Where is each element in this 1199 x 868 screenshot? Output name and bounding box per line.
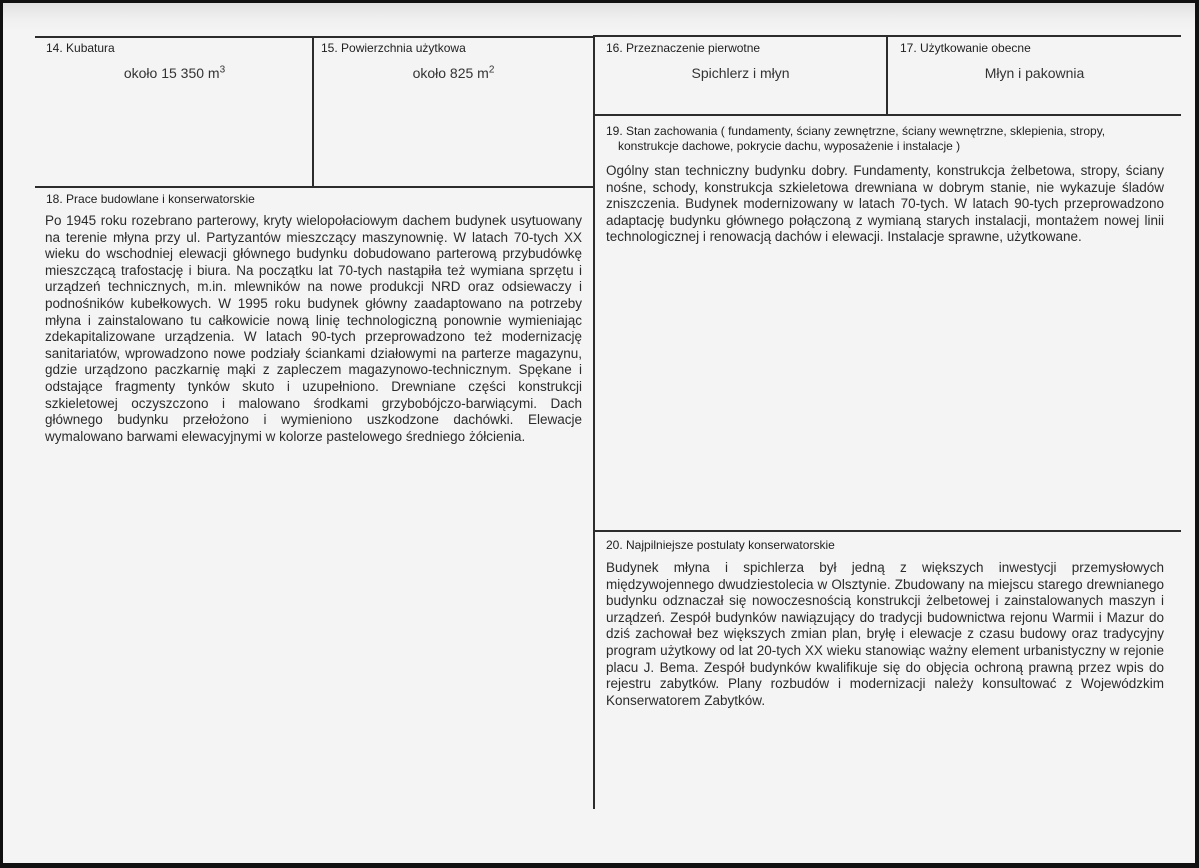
stan-title-line1: 19. Stan zachowania ( fundamenty, ściany zewnętrzne, ściany wewnętrzne, sklepienia, stropy, bbox=[606, 124, 1106, 138]
cell-prace-title: 18. Prace budowlane i konserwatorskie bbox=[46, 192, 255, 206]
rule-v-left-a bbox=[312, 37, 314, 187]
cell-postulaty-text: Budynek młyna i spichlerza był jedną z większych inwestycji przemysłowych międzywojennego dwudziestolecia w Olsztynie. Zbudowany na miejscu starego drewnianego budynku odznaczał się nowoczesnością konstrukcji żelbetowej i zainstalowanych maszyn i urządzeń. Zespół budynków nawiązujący do tradycji budownictwa rejonu Warmii i Mazur do dziś zachował bez większych zmian plan, bryłę i elewacje z czasu budowy oraz tradycyjny program użytkowy od lat 20-tych XX wieku stanowiąc ważny element urbanistyczny w rejonie placu J. Bema. Zespół budynków kwalifikuje się do objęcia ochroną prawną przez wpis do rejestru zabytków. Plany rozbudów i modernizacji należy konsultować z Wojewódzkim Konserwatorem Zabytków. bbox=[606, 560, 1164, 708]
rule-v-center bbox=[593, 37, 595, 809]
scan-top-shading bbox=[3, 3, 1195, 31]
cell-kubatura-value bbox=[37, 65, 312, 81]
cell-stan-text: Ogólny stan techniczny budynku dobry. Fundamenty, konstrukcja żelbetowa, stropy, ściany nośne, schody, konstrukcja szkieletowa drewniana w dobrym stanie, nie wykazuje śladów zniszczenia. Budynek modernizowany w latach 70-tych. W latach 90-tych przeprowadzono adaptację budynku głównego połączoną z wymianą starych instalacji, montażem nowej linii technologicznej i renowacją dachów i elewacji. Instalacje sprawne, użytkowane. bbox=[606, 163, 1164, 245]
rule-h-right-1 bbox=[594, 114, 1181, 116]
powierzchnia-unit-exponent: 2 bbox=[488, 64, 495, 76]
rule-h-right-2 bbox=[594, 530, 1181, 532]
rule-h-left-1 bbox=[35, 186, 594, 188]
cell-powierzchnia-title: 15. Powierzchnia użytkowa bbox=[321, 41, 466, 55]
powierzchnia-value-text: około 825 m bbox=[412, 65, 489, 81]
cell-powierzchnia-value bbox=[314, 65, 593, 81]
cell-kubatura-title: 14. Kubatura bbox=[46, 41, 115, 55]
cell-prace-text: Po 1945 roku rozebrano parterowy, kryty wielopołaciowym dachem budynek usytuowany na terenie młyna przy ul. Partyzantów mieszczący maszynownię. W latach 70-tych XX wieku do wschodniej elewacji głównego budynku dobudowano parterową przybudówkę mieszczącą trafostację i biura. Na początku lat 70-tych nastąpiła też wymiana sprzętu i urządzeń technicznych, m.in. mlewników na nowe produkcji NRD oraz odsiewaczy i podnośników kubełkowych. W 1995 roku budynek główny zaadaptowano na potrzeby młyna i zainstalowano tu całkowicie nową linię technologiczną ponownie wymieniając zdekapitalizowane urządzenia. W latach 90-tych przeprowadzono też modernizację sanitariatów, wprowadzono nowe podziały ściankami działowymi na parterze magazynu, gdzie urządzono paczkarnię mąki z zapleczem magazynowo-technicznym. Spękane i odstające fragmenty tynków skuto i uzupełniono. Drewniane części konstrukcji szkieletowej oczyszczono i malowano środkami grzybobójczo-barwiącymi. Dach głównego budynku przełożono i wymieniono uszkodzone dachówki. Elewacje wymalowano barwami elewacyjnymi w kolorze pastelowego średniego żółcienia. bbox=[45, 213, 582, 444]
cell-uzytkowanie-title: 17. Użytkowanie obecne bbox=[900, 41, 1031, 55]
cell-uzytkowanie-value: Młyn i pakownia bbox=[984, 65, 1085, 81]
kubatura-value-text: około 15 350 m bbox=[123, 65, 220, 81]
cell-stan-title bbox=[606, 124, 1176, 154]
kubatura-unit-exponent: 3 bbox=[219, 64, 226, 76]
cell-postulaty-title: 20. Najpilniejsze postulaty konserwatorskie bbox=[606, 538, 835, 552]
cell-przeznaczenie-value: Spichlerz i młyn bbox=[691, 65, 790, 81]
cell-przeznaczenie-title: 16. Przeznaczenie pierwotne bbox=[606, 41, 761, 55]
form-sheet bbox=[3, 3, 1195, 863]
stan-title-line2: konstrukcje dachowe, pokrycie dachu, wyposażenie i instalacje ) bbox=[618, 139, 961, 153]
rule-top-left bbox=[35, 36, 593, 38]
